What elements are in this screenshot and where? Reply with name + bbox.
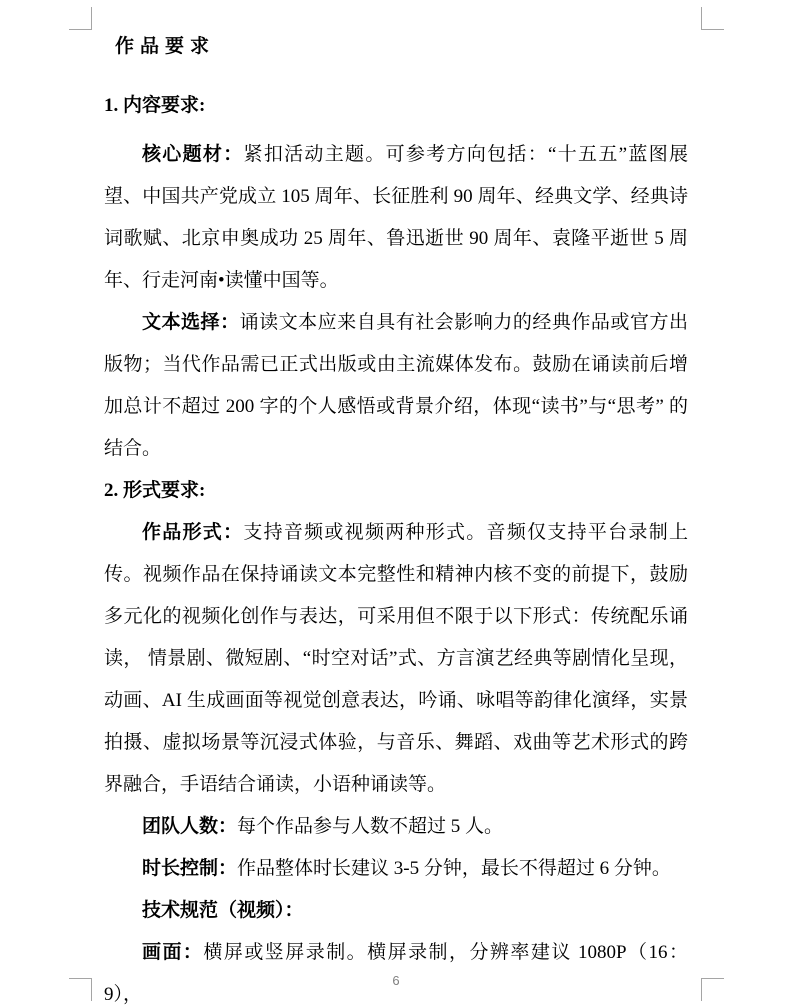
paragraph-text-duration-control: 作品整体时长建议 3-5 分钟，最长不得超过 6 分钟。 [237, 858, 671, 879]
document-title: 作品要求 [115, 36, 216, 57]
paragraph-work-format [104, 512, 688, 806]
paragraph-text-team-size: 每个作品参与人数不超过 5 人。 [237, 816, 504, 837]
paragraph-label-work-format: 作品形式： [142, 522, 244, 543]
paragraph-text-core-theme: 紧扣活动主题。可参考方向包括：“十五五”蓝图展望、中国共产党成立 105 周年、长征胜利 90 周年、经典文学、经典诗词歌赋、北京申奥成功 25 周年、鲁迅逝世 90 周年、袁隆平逝世 5 周年、行走河南•读懂中国等。 [104, 144, 688, 291]
paragraph-label-text-selection: 文本选择： [142, 312, 240, 333]
paragraph-text-picture: 横屏或竖屏录制。横屏录制，分辨率建议 1080P（16：9）， [104, 942, 688, 1005]
crop-mark-top-right-icon [701, 7, 724, 30]
paragraph-team-size [104, 806, 688, 848]
crop-mark-top-left-icon [69, 7, 92, 30]
page-number: 6 [392, 973, 400, 988]
paragraph-duration-control [104, 848, 688, 890]
paragraph-text-selection [104, 302, 688, 470]
crop-mark-bottom-left-icon [69, 978, 92, 1001]
paragraph-label-technical-specs: 技术规范（视频）： [142, 900, 304, 921]
paragraph-text-work-format: 支持音频或视频两种形式。音频仅支持平台录制上传。视频作品在保持诵读文本完整性和精神内核不变的前提下，鼓励多元化的视频化创作与表达，可采用但不限于以下形式：传统配乐诵读， 情景剧、微短剧、“时空对话”式、方言演艺经典等剧情化呈现，动画、AI 生成画面等视觉创意表达，吟诵、咏唱等韵律化演绎，实景拍摄、虚拟场景等沉浸式体验，与音乐、舞蹈、戏曲等艺术形式的跨界融合，手语结合诵读，小语种诵读等。 [104, 522, 688, 795]
section-heading-content-requirements: 1. 内容要求: [104, 95, 206, 116]
document-content [104, 26, 688, 1005]
section-heading-format-requirements: 2. 形式要求: [104, 480, 206, 501]
paragraph-picture [104, 932, 688, 1005]
paragraph-label-picture: 画面： [142, 942, 204, 963]
paragraph-text-text-selection: 诵读文本应来自具有社会影响力的经典作品或官方出版物；当代作品需已正式出版或由主流媒体发布。鼓励在诵读前后增加总计不超过 200 字的个人感悟或背景介绍，体现“读书”与“思考” 的结合。 [104, 312, 688, 459]
crop-mark-bottom-right-icon [701, 978, 724, 1001]
paragraph-technical-specs [104, 890, 688, 932]
paragraph-label-team-size: 团队人数： [142, 816, 238, 837]
paragraph-label-core-theme: 核心题材： [142, 144, 244, 165]
paragraph-core-theme [104, 134, 688, 302]
paragraph-label-duration-control: 时长控制： [142, 858, 238, 879]
